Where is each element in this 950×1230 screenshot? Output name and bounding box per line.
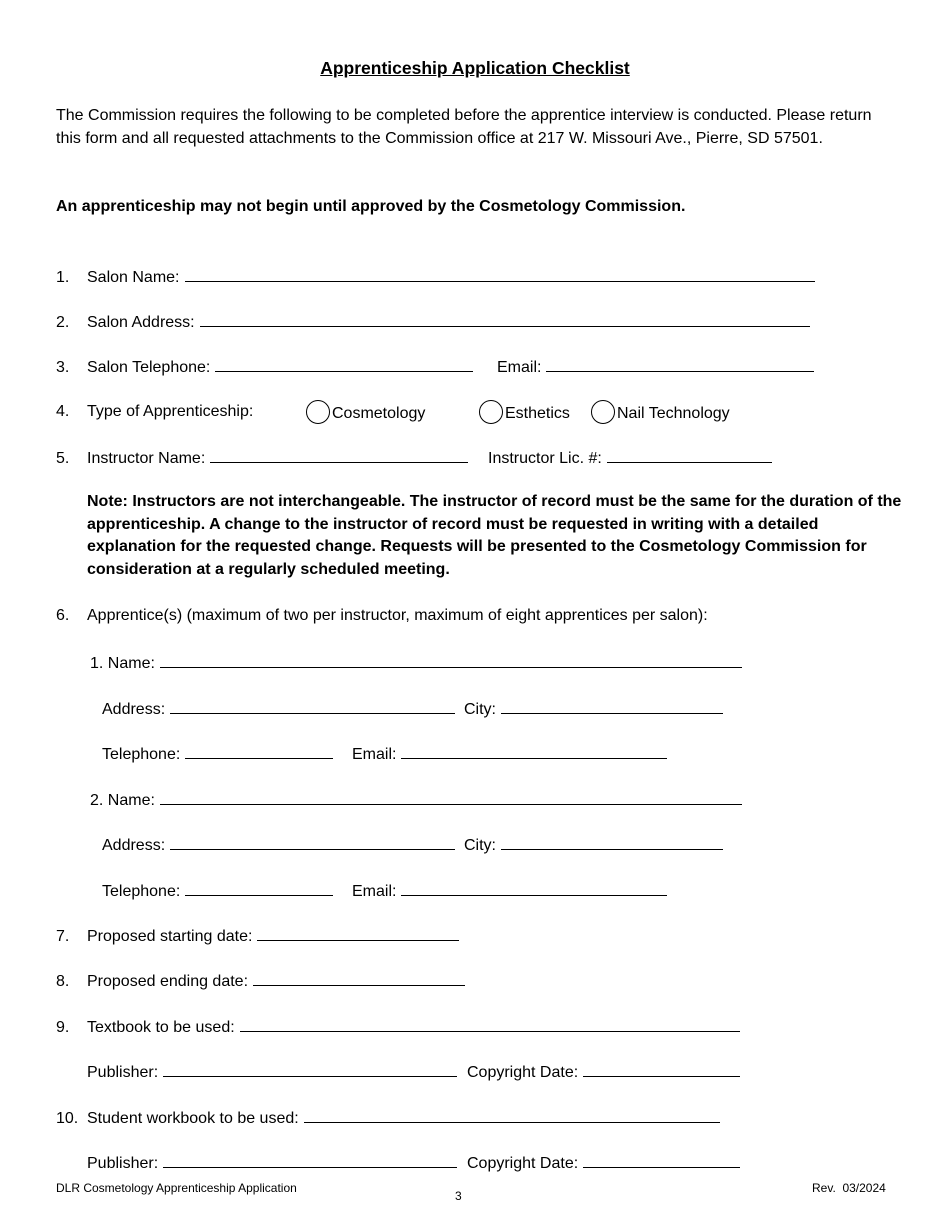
- item-workbook: [56, 1107, 720, 1129]
- intro-paragraph: The Commission requires the following to be completed before the apprentice interview is conducted. Please return this form and all requested attachments to the Commission office at 217 W. Missouri Ave., Pierre, SD 57501.: [56, 107, 872, 147]
- apprentices-label: Apprentice(s) (maximum of two per instructor, maximum of eight apprentices per salon):: [87, 607, 708, 624]
- instructor-license: [488, 447, 772, 469]
- start-date-field[interactable]: [257, 925, 459, 941]
- item-end-date: [56, 970, 465, 992]
- address-label: Address:: [102, 701, 166, 718]
- salon-telephone-field[interactable]: [215, 356, 473, 372]
- apprentice-2-name-field[interactable]: [160, 789, 742, 805]
- workbook-copyright-field[interactable]: [583, 1152, 740, 1168]
- item-number: 7.: [56, 928, 70, 945]
- workbook-label: Student workbook to be used:: [87, 1110, 299, 1127]
- salon-name-label: Salon Name:: [87, 269, 180, 286]
- salon-email: [497, 356, 814, 378]
- copyright-label: Copyright Date:: [467, 1064, 579, 1081]
- item-number: 2.: [56, 314, 70, 331]
- textbook-publisher: [87, 1061, 457, 1083]
- apprentice-2-email-field[interactable]: [401, 880, 667, 896]
- apprentice-1-address-field[interactable]: [170, 698, 455, 714]
- city-label: City:: [464, 701, 496, 718]
- apprentice-2-telephone-field[interactable]: [185, 880, 333, 896]
- item-apprenticeship-type: [56, 402, 253, 422]
- page-title: Apprenticeship Application Checklist: [320, 58, 630, 78]
- apprentice-1-telephone-field[interactable]: [185, 743, 333, 759]
- approval-warning: An apprenticeship may not begin until approved by the Cosmetology Commission.: [56, 198, 686, 215]
- item-number: 5.: [56, 450, 70, 467]
- salon-email-field[interactable]: [546, 356, 814, 372]
- item-apprentices: [56, 606, 708, 626]
- copyright-label: Copyright Date:: [467, 1155, 579, 1172]
- telephone-label: Telephone:: [102, 883, 181, 900]
- salon-name-field[interactable]: [185, 266, 815, 282]
- workbook-publisher-field[interactable]: [163, 1152, 457, 1168]
- esthetics-label: Esthetics: [505, 405, 570, 423]
- apprentice-2-address-field[interactable]: [170, 834, 455, 850]
- textbook-label: Textbook to be used:: [87, 1019, 235, 1036]
- salon-telephone-label: Salon Telephone:: [87, 359, 211, 376]
- start-date-label: Proposed starting date:: [87, 928, 253, 945]
- nail-technology-label: Nail Technology: [617, 405, 730, 423]
- footer-page-number: 3: [455, 1189, 462, 1203]
- item-start-date: [56, 925, 459, 947]
- workbook-field[interactable]: [304, 1107, 720, 1123]
- apprentice-1-city-field[interactable]: [501, 698, 723, 714]
- address-label: Address:: [102, 837, 166, 854]
- salon-address-label: Salon Address:: [87, 314, 195, 331]
- apprentice-2-city-field[interactable]: [501, 834, 723, 850]
- publisher-label: Publisher:: [87, 1064, 159, 1081]
- city-label: City:: [464, 837, 496, 854]
- item-number: 10.: [56, 1110, 79, 1127]
- apprentice-1-address: [102, 698, 455, 720]
- apprentice-2-telephone: [102, 880, 333, 902]
- workbook-copyright: [467, 1152, 740, 1174]
- item-instructor-name: [56, 447, 468, 469]
- item-number: 9.: [56, 1019, 70, 1036]
- textbook-copyright-field[interactable]: [583, 1061, 740, 1077]
- type-label: Type of Apprenticeship:: [87, 403, 254, 420]
- item-salon-address: [56, 311, 810, 333]
- footer-form-name: DLR Cosmetology Apprenticeship Application: [56, 1181, 297, 1195]
- esthetics-radio[interactable]: [479, 400, 503, 424]
- item-number: 8.: [56, 973, 70, 990]
- option-cosmetology[interactable]: [306, 402, 425, 426]
- apprentice-1-name: [90, 652, 742, 674]
- telephone-label: Telephone:: [102, 746, 181, 763]
- textbook-publisher-field[interactable]: [163, 1061, 457, 1077]
- email-label: Email:: [352, 883, 397, 900]
- footer-revision: Rev. 03/2024: [812, 1181, 886, 1195]
- nail-technology-radio[interactable]: [591, 400, 615, 424]
- instructor-note: Note: Instructors are not interchangeable. The instructor of record must be the same for the duration of the apprenticeship. A change to the instructor of record must be requested in writing with a detailed explanation for the requested change. Requests will be presented to the Cosmetology Commission for consideration at a regularly scheduled meeting.: [87, 493, 902, 578]
- option-nail-technology[interactable]: [591, 402, 730, 426]
- apprentice-1-email-field[interactable]: [401, 743, 667, 759]
- salon-email-label: Email:: [497, 359, 542, 376]
- publisher-label: Publisher:: [87, 1155, 159, 1172]
- item-salon-telephone: [56, 356, 473, 378]
- item-number: 3.: [56, 359, 70, 376]
- apprentice-2-address: [102, 834, 455, 856]
- cosmetology-radio[interactable]: [306, 400, 330, 424]
- apprentice-2-city: [464, 834, 723, 856]
- apprentice-2-name-label: 2. Name:: [90, 792, 155, 809]
- salon-address-field[interactable]: [200, 311, 810, 327]
- textbook-field[interactable]: [240, 1016, 740, 1032]
- apprentice-1-city: [464, 698, 723, 720]
- apprentice-1-name-field[interactable]: [160, 652, 742, 668]
- instructor-name-label: Instructor Name:: [87, 450, 206, 467]
- apprentice-2-email: [352, 880, 667, 902]
- workbook-publisher: [87, 1152, 457, 1174]
- apprentice-1-name-label: 1. Name:: [90, 655, 155, 672]
- item-number: 1.: [56, 269, 70, 286]
- email-label: Email:: [352, 746, 397, 763]
- item-number: 6.: [56, 607, 70, 624]
- textbook-copyright: [467, 1061, 740, 1083]
- option-esthetics[interactable]: [479, 402, 570, 426]
- end-date-label: Proposed ending date:: [87, 973, 249, 990]
- cosmetology-label: Cosmetology: [332, 405, 426, 423]
- item-number: 4.: [56, 403, 70, 420]
- item-textbook: [56, 1016, 740, 1038]
- instructor-lic-label: Instructor Lic. #:: [488, 450, 602, 467]
- apprentice-1-telephone: [102, 743, 333, 765]
- item-salon-name: [56, 266, 815, 288]
- apprentice-1-email: [352, 743, 667, 765]
- end-date-field[interactable]: [253, 970, 465, 986]
- apprentice-2-name: [90, 789, 742, 811]
- instructor-name-field[interactable]: [210, 447, 468, 463]
- instructor-lic-field[interactable]: [607, 447, 772, 463]
